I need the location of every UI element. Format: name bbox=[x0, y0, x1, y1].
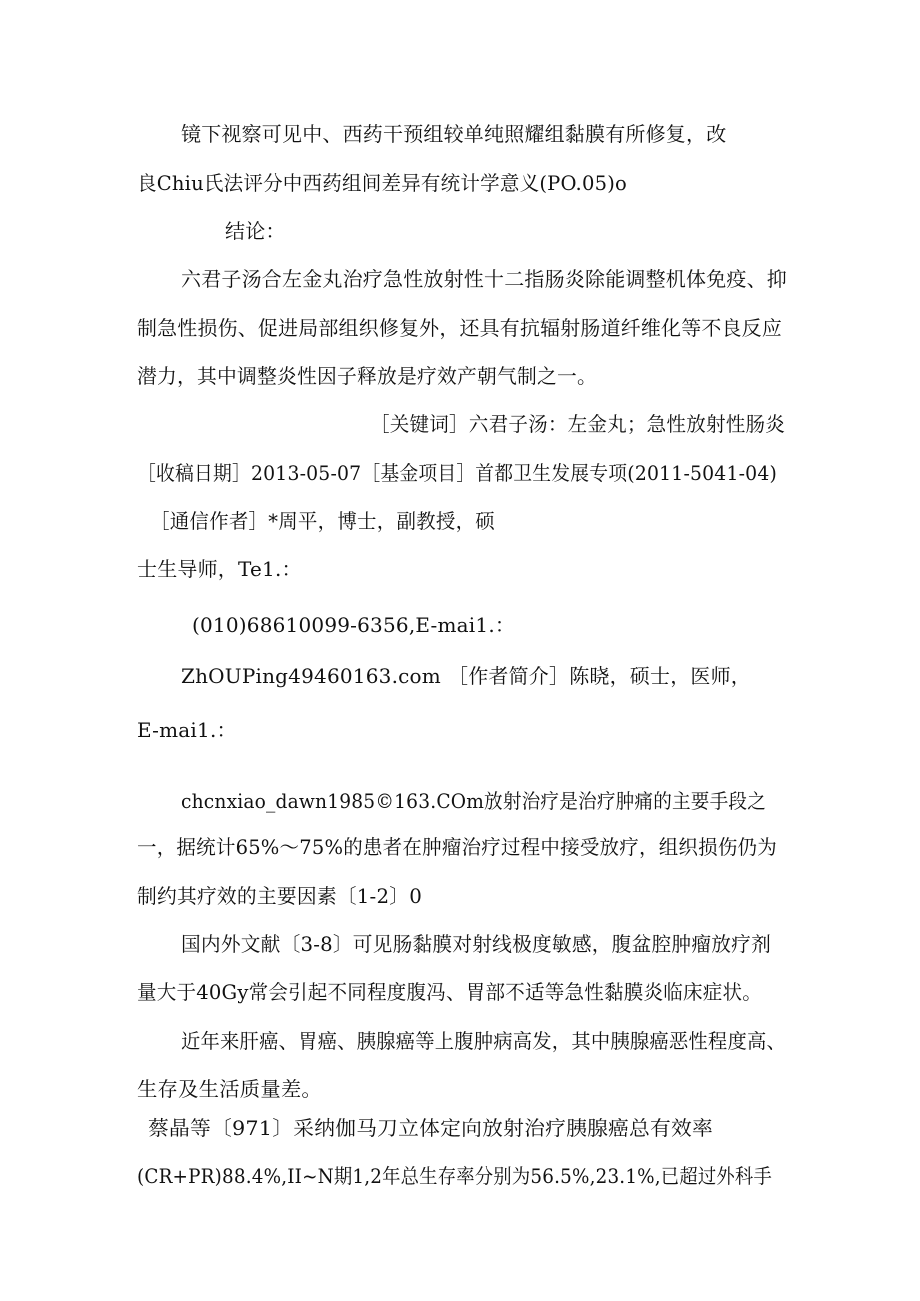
received-date-line: ［收稿日期］2013-05-07［基金项目］首都卫生发展专项(2011-5041-04) bbox=[137, 461, 777, 485]
text-line-21: 生存及生活质量差。 bbox=[137, 1077, 322, 1101]
text-line-5: 制急性损伤、促进局部组织修复外，还具有抗辐射肠道纤维化等不良反应 bbox=[137, 316, 782, 340]
author-intro-line: ［作者简介］陈晓，硕士，医师， bbox=[448, 664, 751, 688]
text-line-20: 近年来肝癌、胃癌、胰腺癌等上腹肿病高发，其中胰腺癌恶性程度高、 bbox=[181, 1029, 786, 1053]
text-line-23: (CR+PR)88.4%,II~N期1,2年总生存率分别为56.5%,23.1%,已超过外科手 bbox=[137, 1164, 772, 1188]
text-line-15: chcnxiao_dawn1985©163.COm放射治疗是治疗肿痛的主要手段之 bbox=[181, 789, 766, 813]
text-line-2: 良Chiu氏法评分中西药组间差异有统计学意义(PO.05)o bbox=[137, 171, 627, 195]
email-address-line: ZhOUPing49460163.com bbox=[181, 664, 441, 688]
conclusion-heading: 结论： bbox=[225, 219, 286, 243]
text-line-14: E-mai1.： bbox=[137, 718, 237, 742]
text-line-10: 士生导师，Te1.： bbox=[137, 557, 302, 581]
text-line-4: 六君子汤合左金丸治疗急性放射性十二指肠炎除能调整机体免疫、抑 bbox=[181, 267, 787, 291]
corresponding-author-line: ［通信作者］*周平，博士，副教授，硕 bbox=[150, 509, 495, 533]
text-line-18: 国内外文献〔3-8〕可见肠黏膜对射线极度敏感，腹盆腔肿瘤放疗剂 bbox=[181, 932, 771, 956]
text-line-22: 蔡晶等〔971〕采纳伽马刀立体定向放射治疗胰腺癌总有效率 bbox=[148, 1116, 713, 1140]
text-line-17: 制约其疗效的主要因素〔1-2〕0 bbox=[137, 884, 422, 908]
phone-email-line: (010)68610099-6356,E-mai1.： bbox=[192, 613, 516, 637]
text-line-1: 镜下视察可见中、西药干预组较单纯照耀组黏膜有所修复，改 bbox=[181, 122, 727, 146]
keywords-line: ［关键词］六君子汤：左金丸；急性放射性肠炎 bbox=[370, 412, 785, 436]
text-line-6: 潜力，其中调整炎性因子释放是疗效产朝气制之一。 bbox=[137, 364, 597, 388]
text-line-16: 一，据统计65%～75%的患者在肿瘤治疗过程中接受放疗，组织损伤仍为 bbox=[137, 835, 777, 859]
text-line-19: 量大于40Gy常会引起不同程度腹冯、胃部不适等急性黏膜炎临床症状。 bbox=[137, 980, 762, 1004]
